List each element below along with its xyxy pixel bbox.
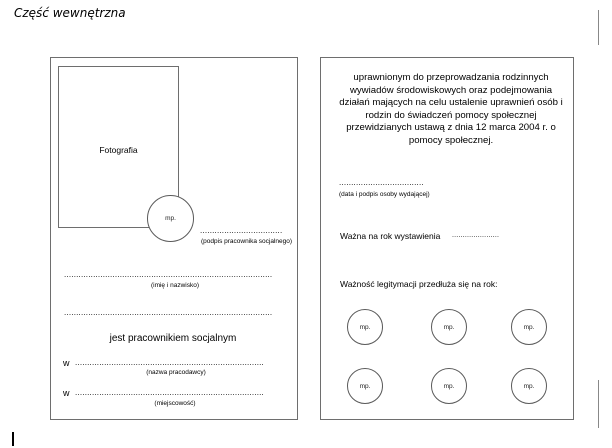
text-cursor [12,432,14,446]
edge-line-bottom [598,380,599,428]
employer-caption: (nazwa pracodawcy) [146,369,206,376]
statement-text: jest pracownikiem socjalnym [109,333,237,344]
employer-dots: .............................................................................. [75,358,264,367]
employer-prefix: w [63,358,70,368]
renewal-stamp-2: mp. [431,309,467,345]
name-caption: (imię i nazwisko) [150,282,200,289]
extension-label: Ważność legitymacji przedłuża się na rok: [340,279,498,289]
valid-label: Ważna na rok wystawienia [340,231,441,241]
right-card-panel [320,57,574,420]
name-dots: ...................................................................................... [64,270,273,279]
photo-label: Fotografia [99,145,138,155]
place-dots: .............................................................................. [75,388,264,397]
renewal-stamp-3: mp. [511,309,547,345]
blank-dots: ...................................................................................... [64,308,273,317]
renewal-stamp-1: mp. [347,309,383,345]
place-prefix: w [63,388,70,398]
stamp-circle: mp. [147,195,194,242]
valid-dots: ...................... [452,232,500,239]
signature-dots: .................................. [200,226,283,235]
renewal-stamp-4: mp. [347,368,383,404]
renewal-stamp-6: mp. [511,368,547,404]
left-card-panel [50,57,298,420]
signature-caption: (podpis pracownika socjalnego) [201,238,293,245]
section-heading: Część wewnętrzna [14,6,126,20]
date-caption: (data i podpis osoby wydającej) [339,191,430,198]
authorization-paragraph: uprawnionym do przeprowadzania rodzinnych wywiadów środowiskowych oraz podejmowania działań mających na celu ustalenie uprawnień osób i rodzin do świadczeń pomocy społecznej przewidzianych ustawą z dnia 12 marca 2004 r. o pomocy społecznej. [339,72,563,146]
place-caption: (miejscowość) [154,400,196,407]
date-dots: ................................... [339,178,424,187]
renewal-stamp-5: mp. [431,368,467,404]
edge-line-top [598,10,599,45]
